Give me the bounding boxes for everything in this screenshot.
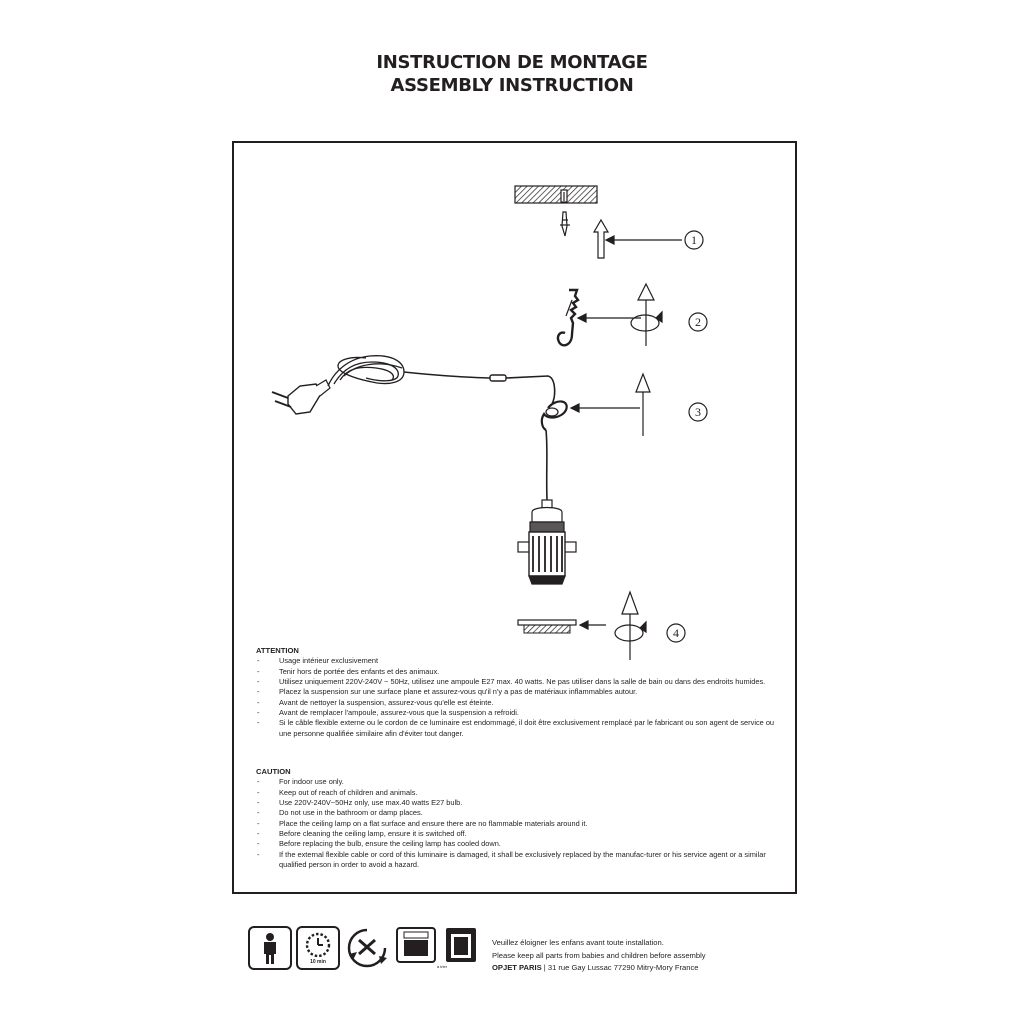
sort-caption: à trier xyxy=(436,964,448,969)
list-item: - Before replacing the bulb, ensure the ceiling lamp has cooled down. xyxy=(256,839,776,849)
list-item: - Placez la suspension sur une surface plane et assurez-vous qu'il n'y a pas de matériaux inflammables autour. xyxy=(256,687,776,697)
list-item: - Do not use in the bathroom or damp places. xyxy=(256,808,776,818)
step-4-number: 4 xyxy=(673,626,679,640)
list-item: - Before cleaning the ceiling lamp, ensure it is switched off. xyxy=(256,829,776,839)
footer-line-french: Veuillez éloigner les enfans avant toute installation. xyxy=(492,938,664,947)
brand-name: OPJET PARIS xyxy=(492,963,542,972)
clock-icon xyxy=(296,926,340,970)
list-item: - Tenir hors de portée des enfants et des animaux. xyxy=(256,667,776,677)
footer-line-english: Please keep all parts from babies and children before assembly xyxy=(492,950,706,960)
address: | 31 rue Gay Lussac 77290 Mitry-Mory France xyxy=(541,963,699,972)
footer-address-line xyxy=(492,962,706,975)
title-french: INSTRUCTION DE MONTAGE xyxy=(376,52,648,73)
cable-illustration xyxy=(272,356,650,584)
sort-bin-icon xyxy=(396,926,488,970)
step-1-number: 1 xyxy=(691,233,697,247)
list-item: - Use 220V-240V~50Hz only, use max.40 watts E27 bulb. xyxy=(256,798,776,808)
ceiling-anchor-illustration xyxy=(515,186,682,258)
list-item: - Si le câble flexible externe ou le cordon de ce luminaire est endommagé, il doit être exclusivement remplacé par le fabricant ou son agent de service ou une personne qualifiée similaire afin d'éviter tout danger. xyxy=(256,718,776,739)
list-item: - Usage intérieur exclusivement xyxy=(256,656,776,666)
time-label: 10 min xyxy=(310,959,326,965)
list-item: - For indoor use only. xyxy=(256,777,776,787)
recycle-icon xyxy=(345,926,389,970)
list-item: - If the external flexible cable or cord of this luminaire is damaged, it shall be exclusively replaced by the manufac-turer or his service agent or a similar qualified person in order to avoid a hazard. xyxy=(256,850,776,871)
list-item: - Utilisez uniquement 220V-240V ~ 50Hz, utilisez une ampoule E27 max. 40 watts. Ne pas utiliser dans la salle de bain ou dans des endroits humides. xyxy=(256,677,776,687)
hook-illustration xyxy=(558,284,662,346)
step-2-number: 2 xyxy=(695,315,701,329)
list-item: - Avant de nettoyer la suspension, assurez-vous qu'elle est éteinte. xyxy=(256,698,776,708)
list-item: - Keep out of reach of children and animals. xyxy=(256,788,776,798)
caution-section xyxy=(256,767,776,870)
attention-section xyxy=(256,646,776,739)
caution-heading: CAUTION xyxy=(256,767,291,776)
step-markers xyxy=(667,231,707,642)
step-3-number: 3 xyxy=(695,405,701,419)
attention-list xyxy=(256,656,776,739)
list-item: - Place the ceiling lamp on a flat surface and ensure there are no flammable materials around it. xyxy=(256,819,776,829)
footer-info xyxy=(492,937,706,975)
caution-list xyxy=(256,777,776,870)
list-item: - Avant de remplacer l'ampoule, assurez-vous que la suspension a refroidi. xyxy=(256,708,776,718)
title-english: ASSEMBLY INSTRUCTION xyxy=(390,75,634,96)
person-icon xyxy=(248,926,292,970)
attention-heading: ATTENTION xyxy=(256,646,299,655)
